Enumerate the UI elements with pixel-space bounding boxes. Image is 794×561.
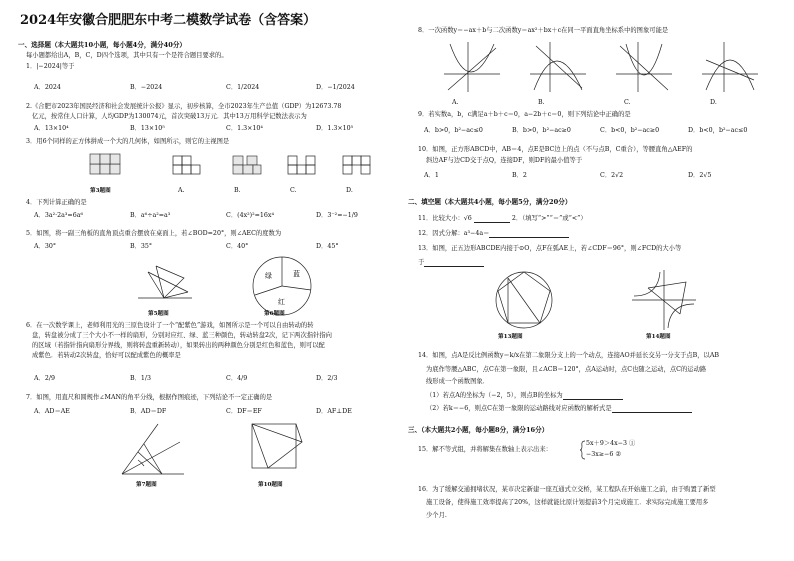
q13-line-2	[418, 259, 484, 267]
q15-stem: 15．解不等式组，并将解集在数轴上表示出来：	[418, 446, 552, 453]
q16-line-1: 16．为了缓解交通拥堵状况，某市决定新建一座互通式立交桥，某工程队在开始施工之前，由于购置了新型	[418, 486, 716, 493]
q7-stem: 7．如图，用直尺和圆规作∠MAN的角平分线，根据作图痕迹，下列结论不一定正确的是	[26, 394, 273, 401]
q6-option-d: D．2/3	[316, 375, 338, 382]
q3-figures	[88, 150, 378, 184]
q10-figure	[246, 420, 306, 480]
q14-figure-caption: 第14题图	[646, 334, 671, 340]
q9-option-a: A．b>0，b²−ac≤0	[424, 127, 483, 134]
q8-option-d: D.	[710, 99, 717, 106]
q13-answer-blank[interactable]	[424, 260, 484, 267]
q6-line-3: 的区域（若指针指向扇形分界线，则将转盘重新转动），如果转出的两种颜色分别是红色和蓝色，则可以配	[32, 342, 325, 349]
q11-stem-tail: 2．（填写“>”“＝”或“<”）	[511, 215, 587, 222]
q8-stem: 8．一次函数y＝−ax＋b与二次函数y＝ax²＋bx＋c在同一平面直角坐标系中的图象可能是	[418, 27, 669, 34]
q7-figure-caption: 第7题图	[136, 482, 157, 488]
q10-line-1: 10．如图，正方形ABCD中，AB＝4，点E是BC边上的点（不与点B，C重合），等腰直角△AEF的	[418, 146, 693, 153]
q14-part-2-blank[interactable]	[612, 406, 692, 413]
section-1-note: 每小题都给出A，B，C，D四个选项，其中只有一个是符合题目要求的。	[26, 52, 228, 59]
q9-option-b: B．b>0，b²−ac≥0	[512, 127, 571, 134]
q8-graph-c	[616, 42, 672, 92]
q14-part-2-text: （2）若k＝−6，则点C在第一象限的运动路线对应函数的解析式是	[426, 405, 612, 412]
q13-line-2-text: 于	[418, 259, 425, 266]
q3-option-a: A.	[178, 187, 185, 194]
q14-line-1: 14．如图，点A是反比例函数y＝k/x在第二象限分支上的一个动点，连接AO并延长交另一分支于点B，以AB	[418, 352, 719, 359]
q7-option-b: B．AD＝DF	[130, 408, 167, 415]
q16-line-3: 少个月.	[426, 512, 447, 519]
q6-line-4: 成紫色．若转动2次转盘，恰好可以配成紫色的概率是	[32, 352, 181, 359]
q14-line-3: 线形成一个函数图象．	[426, 378, 489, 385]
q15-inequality-1: 5x＋9＞4x−3 ①	[586, 440, 636, 447]
q11-stem-text: 11．比较大小：√6	[418, 215, 472, 222]
q15-inequality-2: −3x≥−6 ②	[586, 451, 622, 458]
q1-stem: 1．|−2024|等于	[26, 63, 75, 70]
q10-figure-caption: 第10题图	[258, 482, 283, 488]
q14-figure	[628, 268, 700, 332]
q3-option-d-view	[343, 156, 370, 174]
q3-option-c-view	[288, 156, 315, 174]
q3-option-a-view	[173, 156, 200, 174]
q8-graph-d	[702, 42, 758, 92]
q8-graph-a	[444, 42, 500, 92]
q1-option-c: C．1/2024	[226, 84, 260, 91]
q6-option-b: B．1/3	[130, 375, 152, 382]
q13-figure	[492, 268, 556, 332]
q7-option-c: C．DF＝EF	[226, 408, 262, 415]
q5-option-d: D．45°	[316, 243, 339, 250]
q6-figure-caption: 第6题图	[264, 311, 285, 317]
q2-line-1: 2.《合肥市2023年国民经济和社会发展统计公报》显示，初步核算，全市2023年生产总值（GDP）为12673.78	[26, 103, 342, 110]
q12-stem	[418, 230, 569, 238]
q9-option-d: D．b<0，b²−ac≤0	[688, 127, 748, 134]
q3-stem: 3．用6个同样的正方体拼成一个大的几何体，如图所示，则它的主视图是	[26, 138, 230, 145]
page-title: 2024年安徽合肥肥东中考二模数学试卷（含答案）	[20, 13, 317, 28]
q12-answer-blank[interactable]	[489, 231, 569, 238]
q2-line-2: 亿元，按常住人口计算，人均GDP为130074元，首次突破13万元．其中13万用科学记数法表示为	[32, 113, 307, 120]
q6-option-a: A．2/9	[34, 375, 55, 382]
q8-option-c: C.	[624, 99, 631, 106]
q13-figure-caption: 第13题图	[498, 334, 523, 340]
q12-stem-text: 12．因式分解：a³−4a＝	[418, 230, 490, 237]
section-1-heading: 一、选择题（本大题共10小题，每小题4分，满分40分）	[18, 41, 187, 49]
q1-option-d: D．−1/2024	[316, 84, 355, 91]
q8-graph-b	[530, 42, 586, 92]
q14-part-2	[426, 405, 692, 413]
q4-stem: 4．下列计算正确的是	[26, 199, 87, 206]
q8-option-a: A.	[452, 99, 459, 106]
q3-option-c: C.	[290, 187, 297, 194]
q7-option-d: D．AF⊥DE	[316, 408, 352, 415]
q9-stem: 9．若实数a，b，c满足a＋b＋c＝0，a−2b＋c＝0，则下列结论中正确的是	[418, 111, 631, 118]
q3-figure-caption: 第3题图	[90, 188, 111, 194]
section-2-heading: 二、填空题（本大题共4小题，每小题5分，满分20分）	[408, 198, 572, 206]
q6-line-1: 6．在一次数学课上，老师利用光的三原色设计了一个“配紫色”游戏，如图所示是一个可以自由转动的转	[26, 322, 314, 329]
q2-option-d: D．1.3×10⁵	[316, 125, 354, 132]
q8-option-b: B.	[538, 99, 545, 106]
q8-graphs	[444, 40, 764, 96]
q10-option-a: A．1	[424, 172, 439, 179]
q14-part-1-blank[interactable]	[563, 393, 623, 400]
q6-spinner	[250, 254, 314, 318]
q16-line-2: 施工设备，使得施工效率提高了20%，这样就能比原计划提前3个月完成施工．求实际完成施工要用多	[426, 499, 709, 506]
q6-option-c: C．4/9	[226, 375, 248, 382]
q3-option-d: D.	[346, 187, 353, 194]
q2-option-b: B．13×10⁵	[130, 125, 165, 132]
q11-stem	[418, 215, 587, 223]
q10-option-c: C．2√2	[600, 172, 624, 179]
q3-solid-figure	[90, 154, 120, 174]
q5-figure	[136, 258, 196, 308]
q14-line-2: 为底作等腰△ABC，点C在第一象限，且∠ACB＝120°，点A运动时，点C也随之运动，点C的运动路	[426, 366, 707, 373]
q2-option-c: C．1.3×10⁴	[226, 125, 263, 132]
q10-option-b: B．2	[512, 172, 527, 179]
q6-sector-blue: 蓝	[293, 270, 300, 278]
q2-option-a: A．13×10⁴	[34, 125, 69, 132]
q4-option-c: C．(4x²)²=16x⁴	[226, 212, 274, 219]
q6-sector-green: 绿	[265, 272, 272, 280]
q6-line-2: 盘，转盘被分成了三个大小不一样的扇形，分别对应红、绿、蓝三种颜色，转动转盘2次，记下两次指针指向	[32, 332, 332, 339]
q5-option-c: C．40°	[226, 243, 249, 250]
q13-line-1: 13．如图，正五边形ABCDE内接于⊙O，点F在弧AE上，若∠CDF＝96°，则∠FCD的大小等	[418, 245, 682, 252]
section-3-heading: 三、（本大题共2小题，每小题8分，满分16分）	[408, 426, 549, 434]
q11-answer-blank[interactable]	[474, 216, 510, 223]
q3-option-b-view	[233, 156, 261, 174]
q7-option-a: A．AD＝AE	[34, 408, 70, 415]
q4-option-a: A．3a²·2a³=6a⁶	[34, 212, 83, 219]
q5-figure-caption: 第5题图	[148, 311, 169, 317]
q14-part-1	[426, 392, 623, 400]
q14-part-1-text: （1）若点A的坐标为（−2，5），则点B的坐标为	[426, 392, 563, 399]
q10-option-d: D．2√5	[688, 172, 712, 179]
q4-option-d: D．3⁻²=−1/9	[316, 212, 358, 219]
q3-option-b: B.	[234, 187, 241, 194]
q6-sector-red: 红	[278, 298, 285, 306]
q9-option-c: C．b<0，b²−ac≥0	[600, 127, 660, 134]
q5-option-b: B．35°	[130, 243, 153, 250]
q5-option-a: A．30°	[34, 243, 57, 250]
q1-option-a: A．2024	[34, 84, 61, 91]
q10-line-2: 斜边AF与边CD交于点Q，连接DF，则DF的最小值等于	[426, 157, 583, 164]
q1-option-b: B．−2024	[130, 84, 163, 91]
q5-stem: 5．如图，将一副三角板的直角顶点重合摆放在桌面上，若∠BOD=20°，则∠AEC的度数为	[26, 230, 282, 237]
q4-option-b: B．a⁶÷a²=a³	[130, 212, 171, 219]
q7-figure	[118, 420, 188, 480]
